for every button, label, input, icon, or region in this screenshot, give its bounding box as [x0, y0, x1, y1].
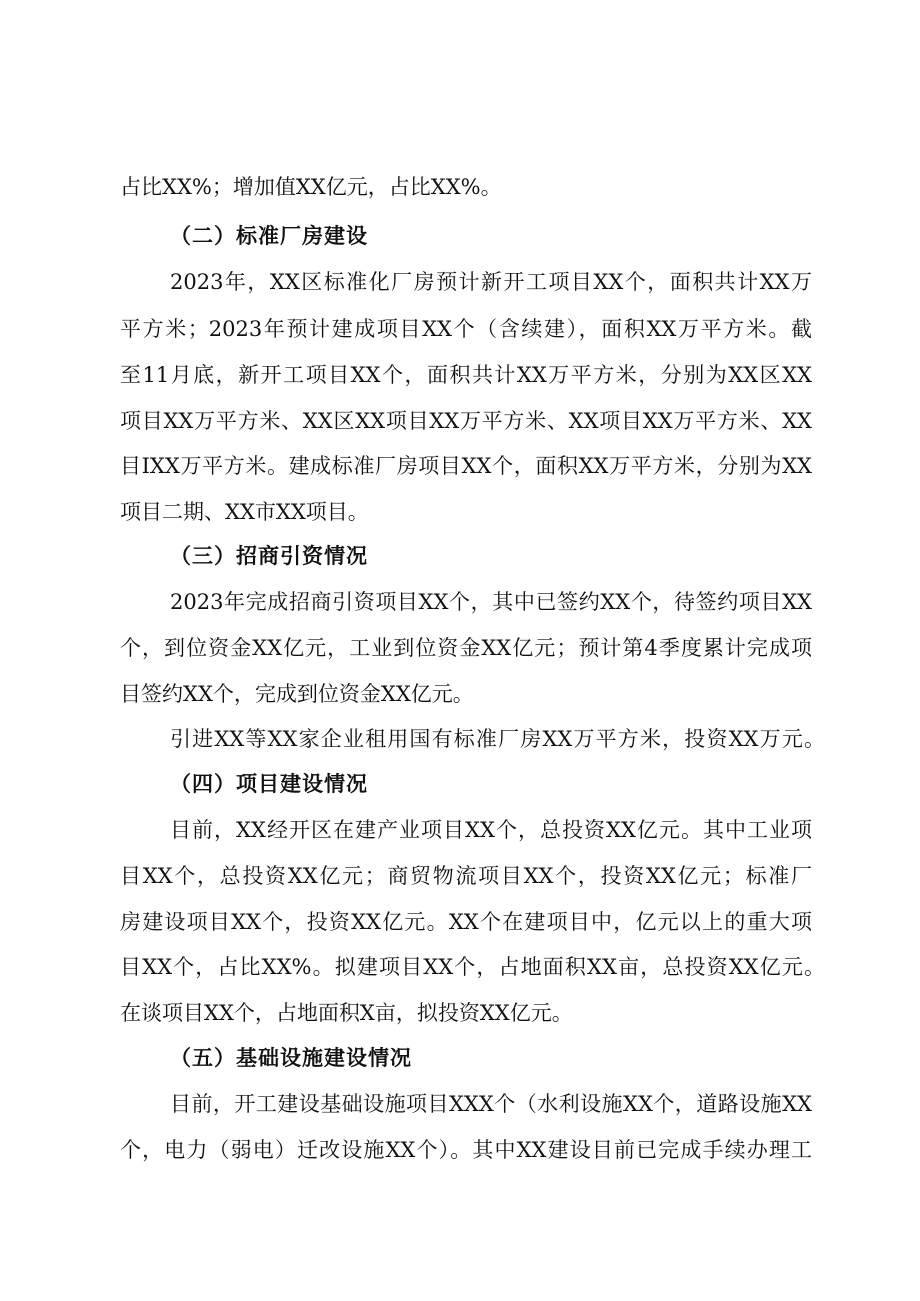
heading-text: （四）项目建设情况	[170, 772, 368, 796]
text-span: 项目二期、XX市XX项目。	[120, 500, 369, 524]
text-span: 目IXX万平方米。建成标准厂房项目XX个，面积XX万平方米，分别为XX	[120, 454, 812, 478]
section-heading	[0, 538, 920, 574]
text-span: 平方米；2023年预计建成项目XX个（含续建），面积XX万平方米。截	[120, 317, 812, 341]
text-span: 目前，开工建设基础设施项目XXX个（水利设施XX个，道路设施XX	[170, 1092, 812, 1116]
body-line	[0, 403, 920, 439]
body-line	[0, 264, 920, 300]
body-line	[0, 949, 920, 985]
text-span: 在谈项目XX个，占地面积X亩，拟投资XX亿元。	[120, 1001, 573, 1025]
body-line	[0, 721, 920, 757]
text-span: 占比XX%；增加值XX亿元，占比XX%。	[120, 175, 502, 199]
body-line	[0, 584, 920, 620]
heading-text: （二）标准厂房建设	[170, 224, 368, 248]
body-line	[0, 1086, 920, 1122]
section-heading	[0, 766, 920, 802]
body-line	[0, 1132, 920, 1168]
text-span: 房建设项目XX个，投资XX亿元。XX个在建项目中，亿元以上的重大项	[120, 910, 812, 934]
text-span: 目签约XX个，完成到位资金XX亿元。	[120, 682, 474, 706]
text-span: 目XX个，总投资XX亿元；商贸物流项目XX个，投资XX亿元；标准厂	[120, 864, 812, 888]
body-line	[0, 357, 920, 393]
body-line	[0, 995, 920, 1031]
body-line	[0, 812, 920, 848]
text-span: 2023年，XX区标准化厂房预计新开工项目XX个，面积共计XX万	[170, 270, 812, 294]
text-span: 个，电力（弱电）迁改设施XX个）。其中XX建设目前已完成手续办理工	[120, 1138, 812, 1162]
body-line	[0, 676, 920, 712]
section-heading	[0, 218, 920, 254]
section-heading	[0, 1040, 920, 1076]
body-line	[0, 494, 920, 530]
body-line	[0, 169, 920, 205]
text-span: 至11月底，新开工项目XX个，面积共计XX万平方米，分别为XX区XX	[120, 363, 812, 387]
body-line	[0, 630, 920, 666]
heading-text: （五）基础设施建设情况	[170, 1046, 412, 1070]
text-span: 2023年完成招商引资项目XX个，其中已签约XX个，待签约项目XX	[170, 590, 812, 614]
body-line	[0, 448, 920, 484]
text-span: 引进XX等XX家企业租用国有标准厂房XX万平方米，投资XX万元。	[170, 727, 825, 751]
body-line	[0, 311, 920, 347]
heading-text: （三）招商引资情况	[170, 544, 368, 568]
body-line	[0, 904, 920, 940]
body-line	[0, 858, 920, 894]
text-span: 个，到位资金XX亿元，工业到位资金XX亿元；预计第4季度累计完成项	[120, 636, 812, 660]
text-span: 目XX个，占比XX%。拟建项目XX个，占地面积XX亩，总投资XX亿元。	[120, 955, 825, 979]
text-span: 项目XX万平方米、XX区XX项目XX万平方米、XX项目XX万平方米、XX	[120, 409, 812, 433]
text-span: 目前，XX经开区在建产业项目XX个，总投资XX亿元。其中工业项	[170, 818, 812, 842]
